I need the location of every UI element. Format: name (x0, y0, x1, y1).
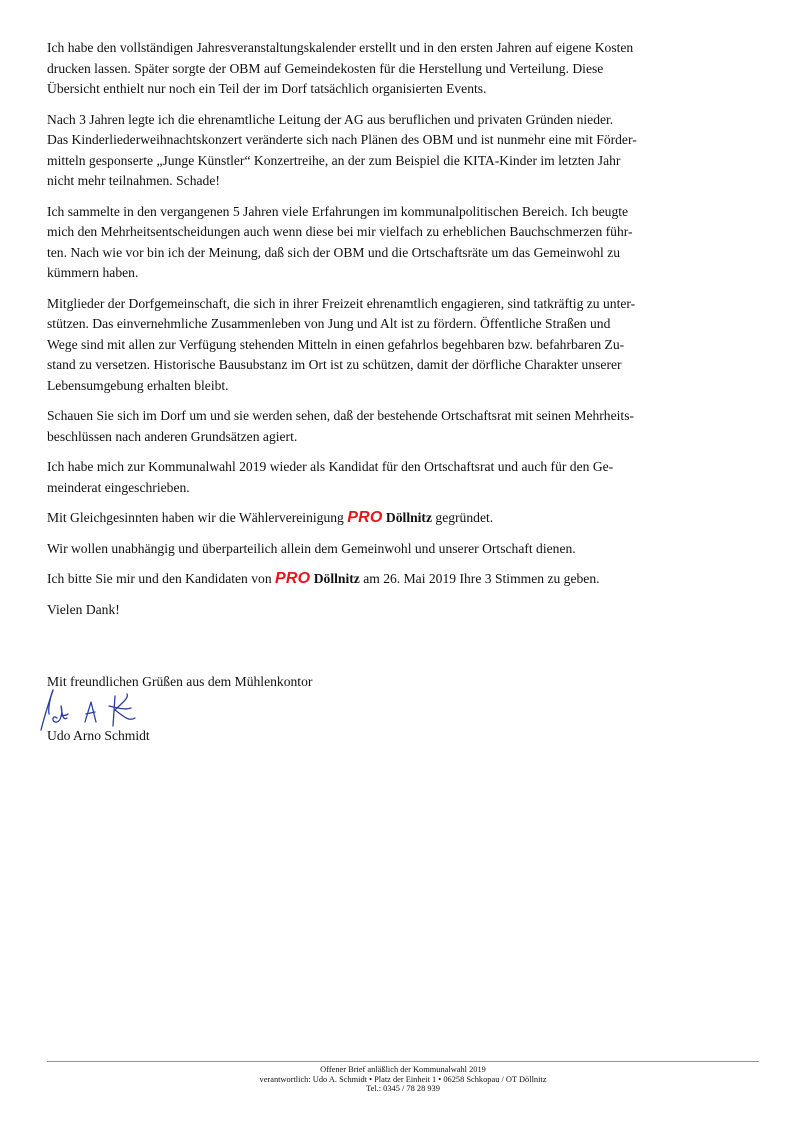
footer-responsible: verantwortlich: Udo A. Schmidt • Platz der Einheit 1 • 06258 Schkopau / OT Döllnitz (259, 1074, 547, 1084)
paragraph-line: mitteln gesponserte „Junge Künstler“ Konzertreihe, an der zum Beispiel die KITA-Kinder im letzten Jahr (47, 152, 621, 168)
brand-name-2: Döllnitz (313, 571, 360, 586)
request-text-after: am 26. Mai 2019 Ihre 3 Stimmen zu geben. (359, 571, 600, 586)
thanks-paragraph: Vielen Dank! (47, 601, 120, 617)
paragraph-line: meinderat eingeschrieben. (47, 479, 190, 495)
letter-paragraph (47, 38, 753, 100)
letter-paragraph (47, 406, 753, 447)
request-text-before: Ich bitte Sie mir und den Kandidaten von (47, 571, 276, 586)
letter-paragraph (47, 202, 753, 284)
paragraph-line: Ich sammelte in den vergangenen 5 Jahren viele Erfahrungen im kommunalpolitischen Bereich. Ich beugte (47, 203, 629, 219)
paragraph-line: drucken lassen. Später sorgte der OBM auf Gemeindekosten für die Herstellung und Verteilung. Diese (47, 60, 604, 76)
request-paragraph (47, 569, 753, 590)
association-text-before: Mit Gleichgesinnten haben wir die Wählervereinigung (47, 510, 348, 525)
association-paragraph (47, 508, 753, 529)
paragraph-line: Übersicht enthielt nur noch ein Teil der im Dorf tatsächlich organisierten Events. (47, 81, 487, 96)
paragraph-line: Wege sind mit allen zur Verfügung stehenden Mitteln in einen gefahrlos begehbaren bzw. befahrbaren Zu- (47, 336, 625, 352)
footer-title: Offener Brief anläßlich der Kommunalwahl 2019 (320, 1065, 486, 1074)
paragraph-line: Ich habe mich zur Kommunalwahl 2019 wieder als Kandidat für den Ortschaftsrat und auch für den Ge- (47, 459, 614, 474)
paragraph-line: ten. Nach wie vor bin ich der Meinung, daß sich der OBM und die Ortschaftsräte um das Gemeinwohl zu (47, 244, 621, 260)
paragraph-line: nicht mehr teilnahmen. Schade! (47, 173, 220, 188)
handwritten-signature (39, 688, 159, 726)
paragraph-line: Nach 3 Jahren legte ich die ehrenamtliche Leitung der AG aus beruflichen und privaten Gründen nieder. (47, 111, 614, 127)
letter-paragraph (47, 457, 753, 498)
paragraph-line: Lebensumgebung erhalten bleibt. (47, 377, 229, 393)
paragraph-line: Schauen Sie sich im Dorf um und sie werden sehen, daß der bestehende Ortschaftsrat mit seinen Mehrheits- (47, 408, 635, 423)
letter-paragraph (47, 294, 753, 397)
letter-body (47, 38, 753, 746)
paragraph-line: stand zu versetzen. Historische Bausubstanz im Ort ist zu schützen, damit der dörfliche Charakter unserer (47, 357, 622, 372)
paragraph-line: mich den Mehrheitsentscheidungen auch wenn diese bei mir vielfach zu erheblichen Bauchschmerzen führ- (47, 224, 633, 239)
paragraph-line: Ich habe den vollständigen Jahresveranstaltungskalender erstellt und in den ersten Jahren auf eigene Kosten (47, 40, 634, 55)
association-text-after: gegründet. (432, 510, 494, 525)
footer-phone: Tel.: 0345 / 78 28 939 (366, 1084, 440, 1093)
letter-paragraph (47, 110, 753, 192)
letter-paragraphs (47, 38, 753, 498)
page-footer (47, 1061, 759, 1094)
brand-pro-logo: PRO (347, 509, 383, 526)
paragraph-line: beschlüssen nach anderen Grundsätzen agiert. (47, 428, 298, 444)
paragraph-line: stützen. Das einvernehmliche Zusammenleben von Jung und Alt ist zu fördern. Öffentliche Straßen und (47, 316, 611, 331)
brand-name: Döllnitz (385, 510, 432, 525)
brand-pro-logo-2: PRO (275, 570, 311, 587)
paragraph-line: Mitglieder der Dorfgemeinschaft, die sich in ihrer Freizeit ehrenamtlich engagieren, sind tatkräftig zu unter- (47, 295, 636, 311)
independence-paragraph: Wir wollen unabhängig und überparteilich allein dem Gemeinwohl und unserer Ortschaft dienen. (47, 540, 576, 556)
paragraph-line: Das Kinderliederweihnachtskonzert veränderte sich nach Plänen des OBM und ist nunmehr eine mit Förder- (47, 132, 637, 147)
paragraph-line: kümmern haben. (47, 265, 139, 280)
signer-name: Udo Arno Schmidt (47, 728, 150, 743)
closing-salutation: Mit freundlichen Grüßen aus dem Mühlenkontor (47, 674, 313, 689)
